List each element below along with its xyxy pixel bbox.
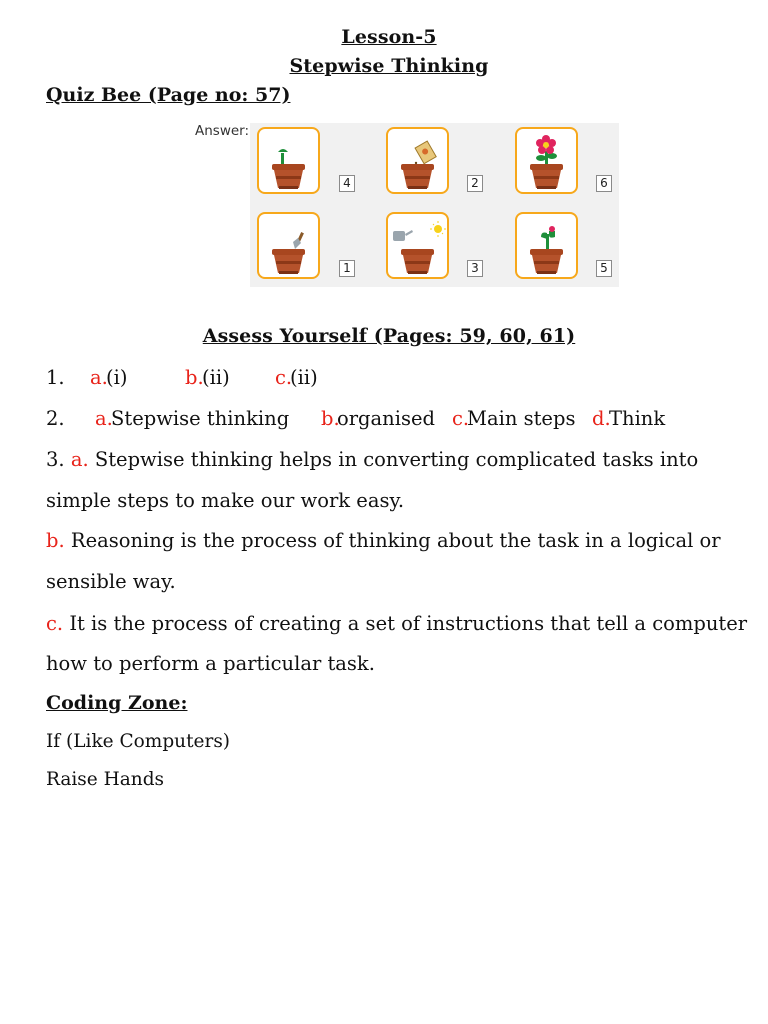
coding-zone-line-1: If (Like Computers) [46,731,231,752]
option-value: Main steps [467,407,576,430]
answer-label: Answer: [195,123,250,139]
coding-zone-line-2: Raise Hands [46,769,165,790]
quiz-image-panel [250,123,619,287]
option-key: c. [46,612,64,635]
assess-heading: Assess Yourself (Pages: 59, 60, 61) [202,325,576,347]
answer-text: Reasoning is the process of thinking about the task in a logical or [64,529,721,552]
quiz-bee-heading: Quiz Bee (Page no: 57) [46,84,291,106]
plant-card-trowel [257,212,320,279]
question-number: 2. [46,407,65,430]
option-value: organised [337,407,435,430]
answer-3c-line-1 [46,612,747,635]
answer-3b-line-1 [46,529,721,552]
pot-trowel-icon [259,214,318,277]
answer-3c-line-2: how to perform a particular task. [46,652,375,675]
option-key: c. [452,407,470,430]
pot-sprout-icon [259,129,318,192]
plant-card-seed-packet [386,127,449,194]
answer-3a-line-1 [46,448,698,471]
question-number: 3. [46,448,71,471]
option-key: b. [321,407,340,430]
option-key: d. [592,407,611,430]
answer-text: Stepwise thinking helps in converting complicated tasks into [88,448,699,471]
pot-growing-plant-icon [517,214,576,277]
sequence-number: 6 [596,175,612,192]
plant-card-sprout [257,127,320,194]
answer-3b-line-2: sensible way. [46,570,176,593]
sequence-number: 2 [467,175,483,192]
option-value: (ii) [202,366,230,389]
plant-card-flower [515,127,578,194]
option-value: Stepwise thinking [111,407,290,430]
pot-seed-packet-icon [388,129,447,192]
option-key: c. [275,366,293,389]
answer-3a-line-2: simple steps to make our work easy. [46,489,405,512]
coding-zone-heading: Coding Zone: [46,692,188,714]
pot-watering-can-icon [388,214,447,277]
answer-row-1 [46,366,318,389]
plant-card-growing [515,212,578,279]
sequence-number: 3 [467,260,483,277]
option-value: (ii) [290,366,318,389]
lesson-title: Stepwise Thinking [289,55,489,77]
question-number: 1. [46,366,65,389]
pot-flower-icon [517,129,576,192]
option-value: Think [609,407,666,430]
plant-card-watering [386,212,449,279]
sequence-number: 1 [339,260,355,277]
option-key: a. [90,366,108,389]
option-key: a. [95,407,113,430]
answer-text: It is the process of creating a set of instructions that tell a computer [63,612,748,635]
option-key: b. [46,529,65,552]
option-key: b. [185,366,204,389]
sequence-number: 5 [596,260,612,277]
sequence-number: 4 [339,175,355,192]
option-value: (i) [106,366,128,389]
option-key: a. [70,448,89,471]
lesson-number: Lesson-5 [341,26,437,48]
answer-row-2 [46,407,666,430]
